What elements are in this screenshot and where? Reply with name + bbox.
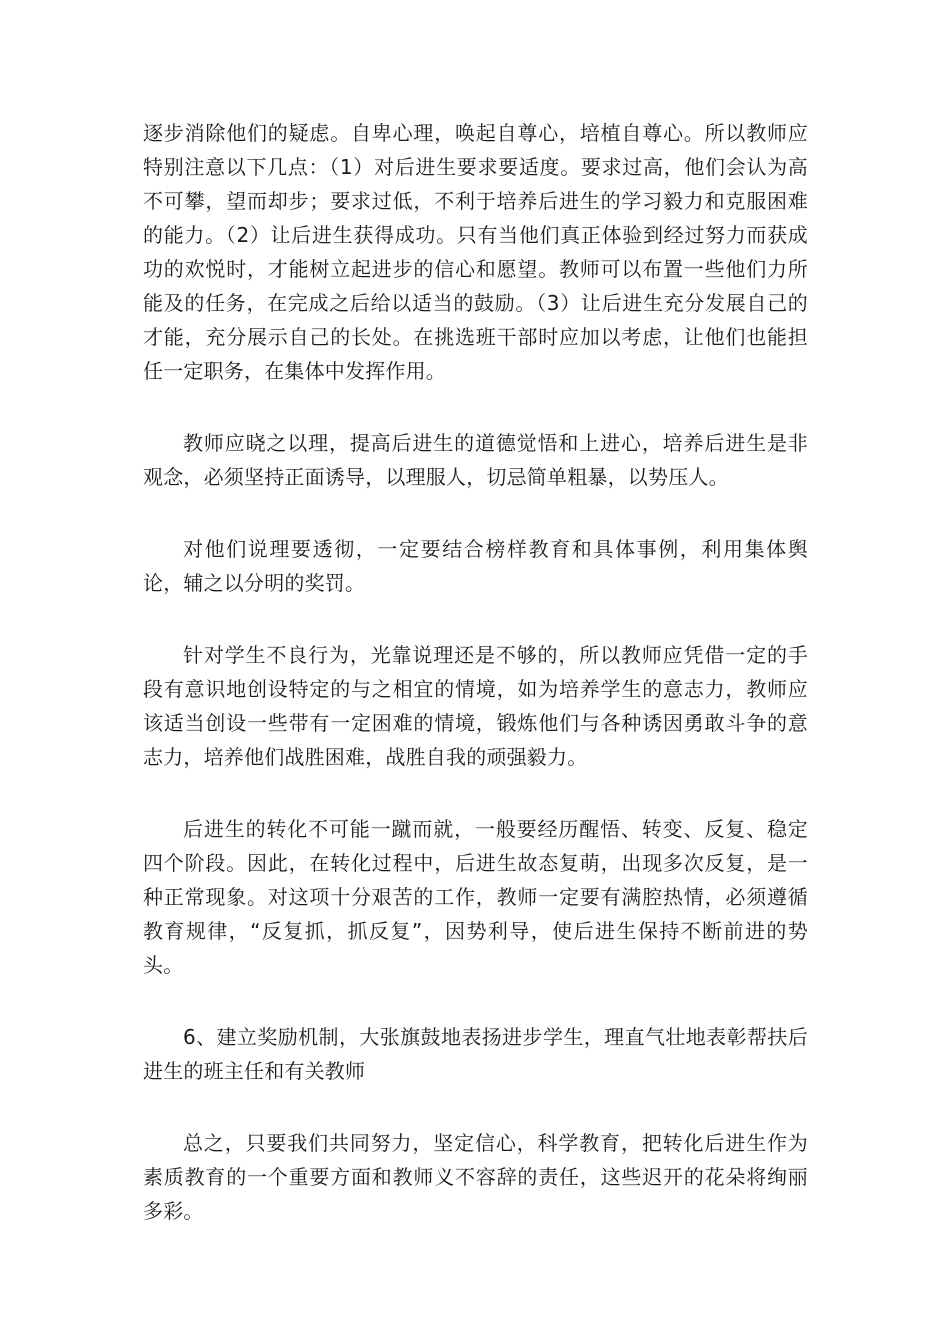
paragraph-continuation: 逐步消除他们的疑虑。自卑心理，唤起自尊心，培植自尊心。所以教师应特别注意以下几点：（1）对后进生要求要适度。要求过高，他们会认为高不可攀，望而却步；要求过低，不利于培养后进生的学习毅力和克服困难的能力。（2）让后进生获得成功。只有当他们真正体验到经过努力而获成功的欢悦时，才能树立起进步的信心和愿望。教师可以布置一些他们力所能及的任务，在完成之后给以适当的鼓励。（3）让后进生充分发展自己的才能，充分展示自己的长处。在挑选班干部时应加以考虑，让他们也能担任一定职务，在集体中发挥作用。 [143, 121, 808, 383]
paragraph-conclusion: 总之，只要我们共同努力，坚定信心，科学教育，把转化后进生作为素质教育的一个重要方面和教师义不容辞的责任，这些迟开的花朵将绚丽多彩。 [143, 1131, 808, 1223]
paragraph-reward-mechanism: 6、建立奖励机制，大张旗鼓地表扬进步学生，理直气壮地表彰帮扶后进生的班主任和有关教师 [143, 1025, 808, 1083]
paragraph-reasoning: 教师应晓之以理，提高后进生的道德觉悟和上进心，培养后进生是非观念，必须坚持正面诱导，以理服人，切忌简单粗暴，以势压人。 [143, 431, 808, 489]
document-body [143, 116, 808, 1266]
paragraph-situations: 针对学生不良行为，光靠说理还是不够的，所以教师应凭借一定的手段有意识地创设特定的与之相宜的情境，如为培养学生的意志力，教师应该适当创设一些带有一定困难的情境，锻炼他们与各种诱因勇敢斗争的意志力，培养他们战胜困难，战胜自我的顽强毅力。 [143, 643, 808, 769]
paragraph-stages: 后进生的转化不可能一蹴而就，一般要经历醒悟、转变、反复、稳定四个阶段。因此，在转化过程中，后进生故态复萌，出现多次反复，是一种正常现象。对这项十分艰苦的工作，教师一定要有满腔热情，必须遵循教育规律，“反复抓，抓反复”，因势利导，使后进生保持不断前进的势头。 [143, 817, 808, 977]
paragraph-persuasion: 对他们说理要透彻，一定要结合榜样教育和具体事例，利用集体舆论，辅之以分明的奖罚。 [143, 537, 808, 595]
